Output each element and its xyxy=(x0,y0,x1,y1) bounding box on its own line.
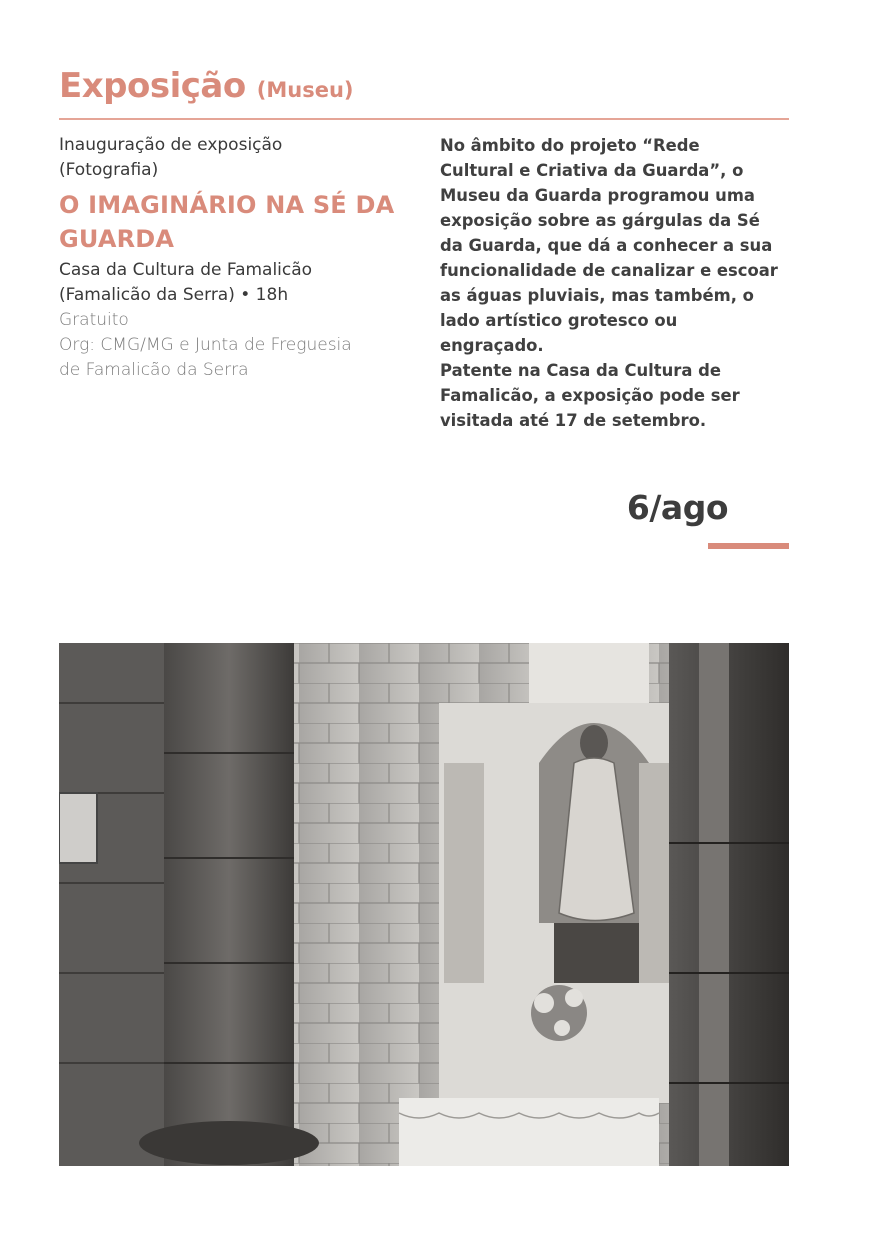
description-line: da Guarda, que dá a conhecer a sua xyxy=(440,236,773,255)
description-line: Patente na Casa da Cultura de xyxy=(440,361,721,380)
event-description xyxy=(440,133,785,433)
description-line: funcionalidade de canalizar e escoar xyxy=(440,261,778,280)
event-details xyxy=(59,133,419,383)
cathedral-photo-illustration xyxy=(59,643,789,1166)
event-kind-line1: Inauguração de exposição xyxy=(59,135,283,155)
description-line: Cultural e Criativa da Guarda”, o xyxy=(440,161,744,180)
event-org-line1: Org: CMG/MG e Junta de Freguesia xyxy=(59,335,352,355)
event-kind-line2: (Fotografia) xyxy=(59,160,159,180)
description-line: Museu da Guarda programou uma xyxy=(440,186,755,205)
description-line: exposição sobre as gárgulas da Sé xyxy=(440,211,760,230)
section-subtitle: (Museu) xyxy=(256,78,354,102)
description-line: as águas pluviais, mas também, o xyxy=(440,286,754,305)
event-title-line2: GUARDA xyxy=(59,225,175,253)
event-org-line2: de Famalicão da Serra xyxy=(59,360,249,380)
description-line: Famalicão, a exposição pode ser xyxy=(440,386,740,405)
header-divider xyxy=(59,118,789,120)
section-title: Exposição xyxy=(59,66,246,106)
description-line: lado artístico grotesco ou engraçado. xyxy=(440,311,678,355)
description-line: visitada até 17 de setembro. xyxy=(440,411,707,430)
event-title xyxy=(59,188,419,256)
date-underline xyxy=(708,543,789,549)
cathedral-photo xyxy=(59,643,789,1166)
event-date: 6/ago xyxy=(626,488,728,527)
event-price: Gratuito xyxy=(59,310,129,330)
event-venue-line2: (Famalicão da Serra) • 18h xyxy=(59,285,289,305)
event-title-line1: O IMAGINÁRIO NA SÉ DA xyxy=(59,191,395,219)
event-venue-line1: Casa da Cultura de Famalicão xyxy=(59,260,313,280)
description-line: No âmbito do projeto “Rede xyxy=(440,136,700,155)
section-header xyxy=(59,66,789,106)
